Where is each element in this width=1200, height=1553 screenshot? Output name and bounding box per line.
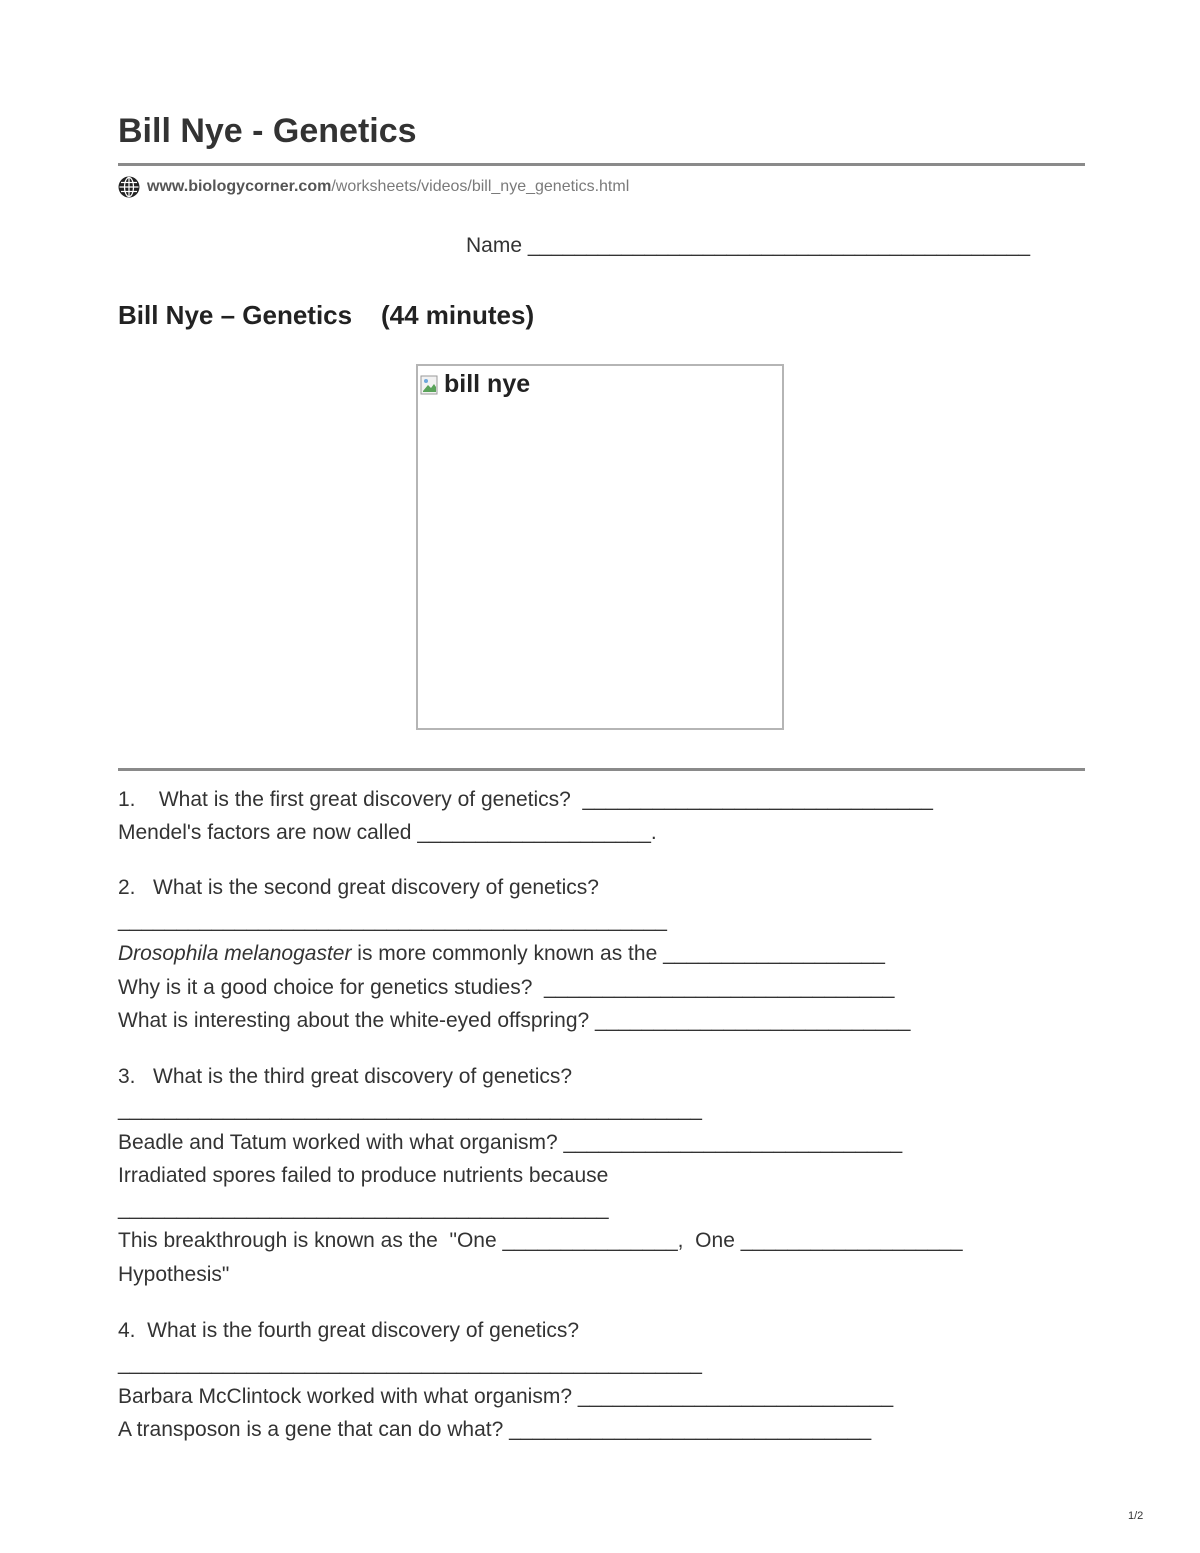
question-2-followup-a-text: is more commonly known as the ___________________ bbox=[351, 942, 885, 965]
globe-icon bbox=[118, 176, 140, 198]
broken-image-icon bbox=[420, 374, 442, 396]
question-4-answer-blank: __________________________________________________ bbox=[118, 1352, 702, 1375]
question-3-followup-b-blank: __________________________________________ bbox=[118, 1197, 609, 1220]
image-alt-text: bill nye bbox=[444, 370, 531, 398]
broken-image bbox=[420, 370, 530, 399]
species-name: Drosophila melanogaster bbox=[118, 942, 352, 965]
page-number: 1/2 bbox=[1128, 1510, 1144, 1522]
source-link[interactable] bbox=[118, 175, 629, 199]
question-2-followup-a bbox=[118, 940, 885, 968]
question-3-answer-blank: __________________________________________________ bbox=[118, 1098, 702, 1121]
question-2-answer-blank: _______________________________________________ bbox=[118, 909, 667, 932]
source-path: /worksheets/videos/bill_nye_genetics.html bbox=[331, 178, 630, 195]
question-1: 1. What is the first great discovery of genetics? ______________________________ bbox=[118, 788, 933, 811]
section-divider bbox=[118, 768, 1085, 771]
question-2-followup-c: What is interesting about the white-eyed offspring? ___________________________ bbox=[118, 1009, 911, 1032]
question-2: 2. What is the second great discovery of genetics? bbox=[118, 876, 599, 899]
title-rule bbox=[118, 163, 1085, 166]
question-4-followup-b: A transposon is a gene that can do what? _______________________________ bbox=[118, 1418, 872, 1441]
question-2-followup-b: Why is it a good choice for genetics studies? ______________________________ bbox=[118, 976, 895, 999]
question-3-followup-c-cont: Hypothesis" bbox=[118, 1263, 230, 1286]
question-3-followup-a: Beadle and Tatum worked with what organism? _____________________________ bbox=[118, 1131, 903, 1154]
source-domain: www.biologycorner.com bbox=[147, 178, 332, 195]
question-4: 4. What is the fourth great discovery of genetics? bbox=[118, 1319, 580, 1342]
question-1-followup: Mendel's factors are now called ____________________. bbox=[118, 821, 657, 844]
question-4-followup-a: Barbara McClintock worked with what organism? ___________________________ bbox=[118, 1385, 894, 1408]
question-3-followup-b: Irradiated spores failed to produce nutrients because bbox=[118, 1164, 609, 1187]
question-3: 3. What is the third great discovery of genetics? bbox=[118, 1065, 573, 1088]
name-field: Name ___________________________________________ bbox=[466, 234, 1031, 257]
question-3-followup-c: This breakthrough is known as the "One _______________, One ___________________ bbox=[118, 1229, 963, 1252]
image-placeholder bbox=[416, 364, 784, 730]
page-title: Bill Nye - Genetics bbox=[118, 112, 417, 150]
section-heading: Bill Nye – Genetics (44 minutes) bbox=[118, 300, 535, 330]
